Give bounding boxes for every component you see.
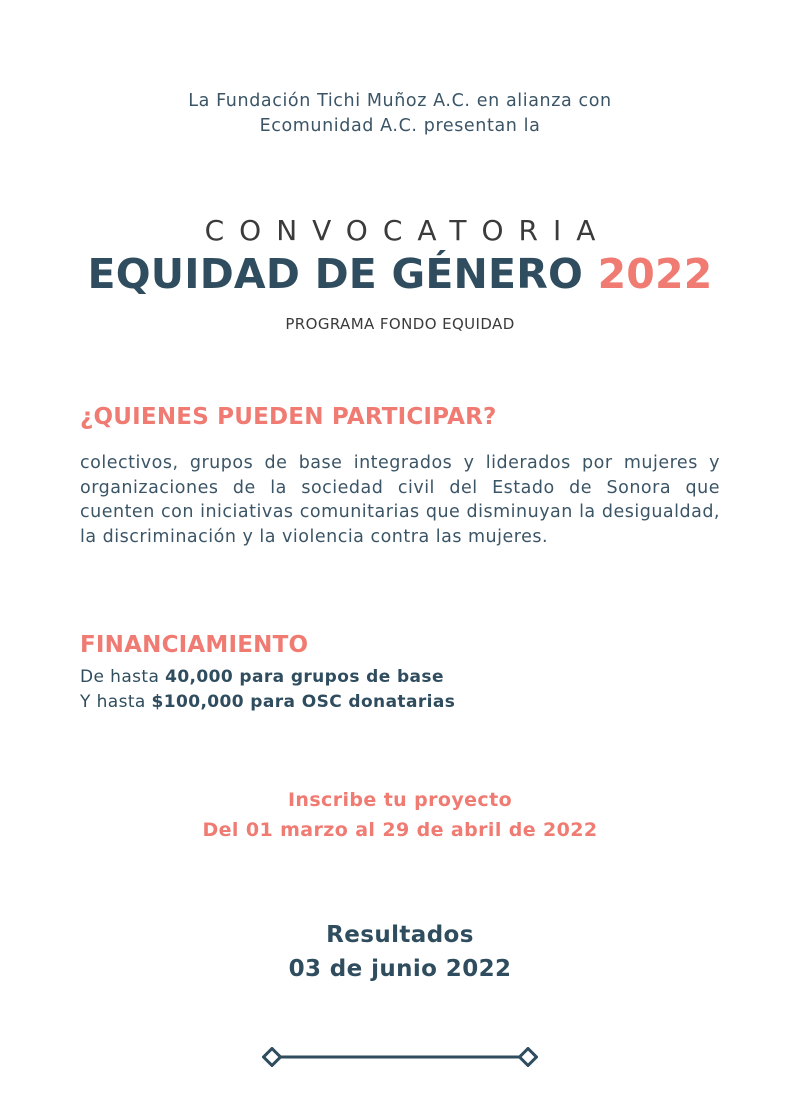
intro-line-2: Ecomunidad A.C. presentan la (259, 116, 541, 136)
main-title (0, 250, 800, 298)
ornamental-divider (262, 1047, 538, 1067)
quienes-heading: ¿QUIENES PUEDEN PARTICIPAR? (80, 404, 497, 430)
quienes-paragraph: colectivos, grupos de base integrados y liderados por mujeres y organizaciones de la sociedad civil del Estado de Sonora que cuenten con iniciativas comunitarias que disminuyan la desigualdad, la discriminación y la violencia contra las mujeres. (80, 453, 720, 547)
financiamiento-line-1-amount: 40,000 para grupos de base (165, 667, 444, 687)
intro-line-1: La Fundación Tichi Muñoz A.C. en alianza con (188, 91, 612, 111)
divider-left-diamond-icon (264, 1049, 281, 1066)
divider-right-diamond-icon (520, 1049, 537, 1066)
financiamiento-line-2-amount: $100,000 para OSC donatarias (151, 692, 456, 712)
inscribe-label: Inscribe tu proyecto (287, 789, 513, 811)
inscribe-dates: Del 01 marzo al 29 de abril de 2022 (202, 819, 598, 841)
financiamiento-heading: FINANCIAMIENTO (80, 632, 309, 658)
financiamiento-line-2 (80, 692, 455, 712)
financiamiento-line-2-prefix: Y hasta (80, 692, 152, 712)
program-subtitle: PROGRAMA FONDO EQUIDAD (285, 315, 515, 333)
resultados-date: 03 de junio 2022 (288, 956, 512, 982)
resultados-label: Resultados (326, 922, 474, 948)
intro-text (0, 89, 800, 139)
financiamiento-line-1-prefix: De hasta (80, 667, 166, 687)
convocatoria-label: CONVOCATORIA (204, 214, 611, 247)
main-title-year: 2022 (597, 250, 713, 298)
main-title-text: EQUIDAD DE GÉNERO (87, 250, 584, 298)
financiamiento-line-1 (80, 667, 444, 687)
